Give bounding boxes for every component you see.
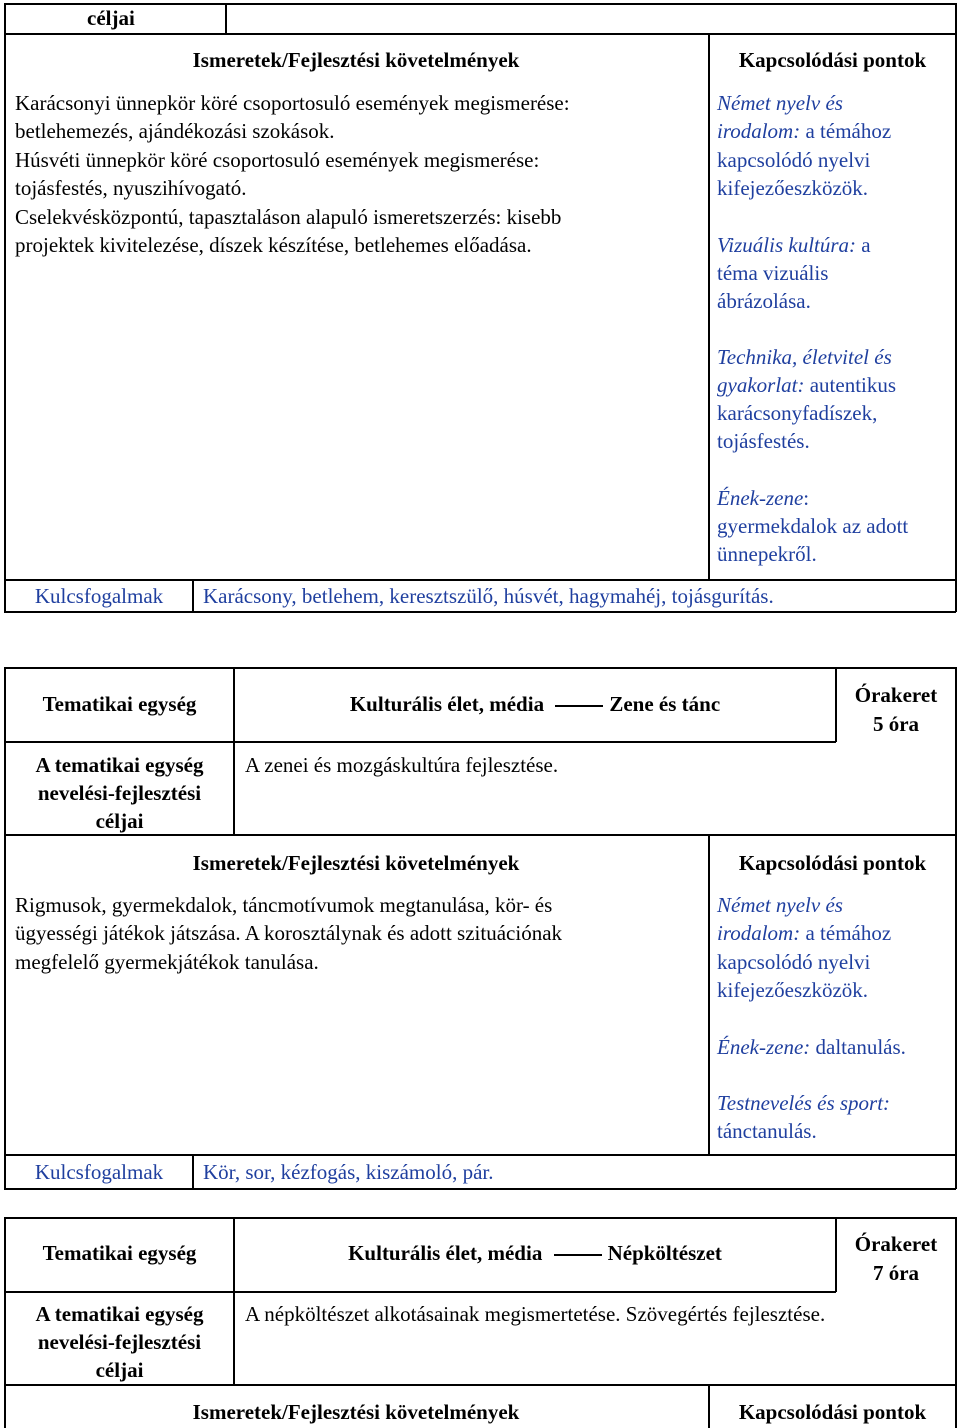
goals-label: nevelési-fejlesztési: [37, 1330, 202, 1354]
requirements-line: betlehemezés, ajándékozási szokások.: [15, 119, 335, 143]
connection-text: autentikus: [804, 373, 897, 397]
table-border: [708, 33, 710, 580]
requirements-header: Ismeretek/Fejlesztési követelmények: [192, 851, 520, 875]
requirements-header: Ismeretek/Fejlesztési követelmények: [192, 1400, 520, 1424]
connection-text: a: [856, 233, 871, 257]
connections-header: Kapcsolódási pontok: [738, 48, 927, 72]
hours-label: Órakeret: [854, 1232, 938, 1256]
connection-line: [717, 117, 891, 146]
goals-label: A tematikai egység: [35, 753, 204, 777]
title-dash: [555, 705, 603, 707]
connection-subject: irodalom:: [717, 119, 801, 143]
connection-text: daltanulás.: [810, 1035, 906, 1059]
connection-subject: Ének-zene:: [717, 1035, 811, 1059]
connection-line: [717, 484, 809, 513]
table-border: [4, 667, 6, 1189]
unit-label: Tematikai egység: [42, 1241, 197, 1265]
connection-line: kapcsolódó nyelvi: [717, 950, 871, 974]
table-border: [955, 1217, 957, 1428]
table-border: [4, 1291, 836, 1293]
connection-line: [717, 343, 892, 372]
table-border: [955, 667, 957, 1189]
unit-title-main: Zene és tánc: [609, 692, 721, 716]
goals-label: céljai: [95, 1358, 144, 1382]
table-border: [4, 33, 956, 35]
connection-line: [717, 371, 896, 400]
key-concepts-text: Kör, sor, kézfogás, kiszámoló, pár.: [203, 1160, 494, 1184]
connection-subject: Német nyelv és: [717, 91, 843, 115]
requirements-line: ügyességi játékok játszása. A korosztálynak és adott szituációnak: [15, 921, 563, 945]
goals-label: céljai: [95, 809, 144, 833]
connection-line: [717, 231, 871, 260]
connection-subject: irodalom:: [717, 921, 801, 945]
unit-label: Tematikai egység: [42, 692, 197, 716]
connection-line: gyermekdalok az adott: [717, 514, 909, 538]
goals-label: nevelési-fejlesztési: [37, 781, 202, 805]
connection-line: ábrázolása.: [717, 289, 811, 313]
key-concepts-text: Karácsony, betlehem, keresztszülő, húsvét, hagymahéj, tojásgurítás.: [203, 584, 774, 608]
connection-line: kifejezőeszközök.: [717, 978, 869, 1002]
table-border: [4, 611, 956, 613]
connection-line: kapcsolódó nyelvi: [717, 148, 871, 172]
table-border: [192, 1154, 194, 1189]
connection-text: a témához: [800, 119, 892, 143]
requirements-line: Húsvéti ünnepkör köré csoportosuló események megismerése:: [15, 148, 540, 172]
requirements-line: megfelelő gyermekjátékok tanulása.: [15, 950, 319, 974]
title-dash: [554, 1254, 602, 1256]
connection-line: karácsonyfadíszek,: [717, 401, 878, 425]
table-border: [192, 579, 194, 612]
connection-subject: Technika, életvitel és: [717, 345, 892, 369]
connection-line: tojásfestés.: [717, 429, 810, 453]
unit-title: [235, 1239, 835, 1268]
table-border: [4, 741, 836, 743]
goals-text: A zenei és mozgáskultúra fejlesztése.: [245, 753, 559, 777]
unit-title-prefix: Kulturális élet, média: [348, 1241, 543, 1265]
connection-subject: gyakorlat:: [717, 373, 805, 397]
unit-title-prefix: Kulturális élet, média: [349, 692, 545, 716]
connection-text: :: [803, 486, 810, 510]
connection-subject: Német nyelv és: [717, 893, 843, 917]
table-border: [4, 1188, 956, 1190]
connection-subject: Ének-zene: [717, 486, 804, 510]
goals-label: céljai: [87, 6, 135, 30]
key-concepts-label: Kulcsfogalmak: [34, 584, 164, 608]
connection-subject: Vizuális kultúra:: [717, 233, 857, 257]
connection-line: [717, 1089, 890, 1118]
hours-value: 7 óra: [872, 1261, 920, 1285]
connections-header: Kapcsolódási pontok: [738, 851, 927, 875]
connection-line: téma vizuális: [717, 261, 829, 285]
hours-value: 5 óra: [872, 712, 920, 736]
table-border: [4, 1154, 956, 1156]
table-border: [4, 579, 956, 581]
unit-title: [235, 690, 835, 719]
table-border: [4, 1217, 956, 1219]
requirements-line: tojásfestés, nyuszihívogató.: [15, 176, 247, 200]
hours-label: Órakeret: [854, 683, 938, 707]
goals-label: A tematikai egység: [35, 1302, 204, 1326]
requirements-header: Ismeretek/Fejlesztési követelmények: [192, 48, 520, 72]
unit-title-main: Népköltészet: [607, 1241, 722, 1265]
connection-line: kifejezőeszközök.: [717, 176, 869, 200]
table-border: [708, 834, 710, 1155]
table-border: [4, 3, 6, 612]
table-border: [955, 3, 957, 612]
key-concepts-label: Kulcsfogalmak: [34, 1160, 164, 1184]
connection-line: [717, 891, 843, 920]
connection-line: tánctanulás.: [717, 1119, 817, 1143]
requirements-line: Rigmusok, gyermekdalok, táncmotívumok megtanulása, kör- és: [15, 893, 553, 917]
connections-header: Kapcsolódási pontok: [738, 1400, 927, 1424]
table-border: [4, 667, 956, 669]
requirements-line: Karácsonyi ünnepkör köré csoportosuló események megismerése:: [15, 91, 570, 115]
table-border: [225, 3, 227, 33]
connection-line: [717, 89, 843, 118]
connection-text: a témához: [800, 921, 892, 945]
connection-subject: Testnevelés és sport:: [717, 1091, 891, 1115]
connection-line: ünnepekről.: [717, 542, 817, 566]
goals-text: A népköltészet alkotásainak megismertetése. Szövegértés fejlesztése.: [245, 1302, 826, 1326]
connection-line: [717, 1033, 906, 1062]
requirements-line: projektek kivitelezése, díszek készítése, betlehemes előadása.: [15, 233, 532, 257]
requirements-line: Cselekvésközpontú, tapasztaláson alapuló ismeretszerzés: kisebb: [15, 205, 562, 229]
connection-line: [717, 919, 891, 948]
table-border: [4, 3, 956, 5]
